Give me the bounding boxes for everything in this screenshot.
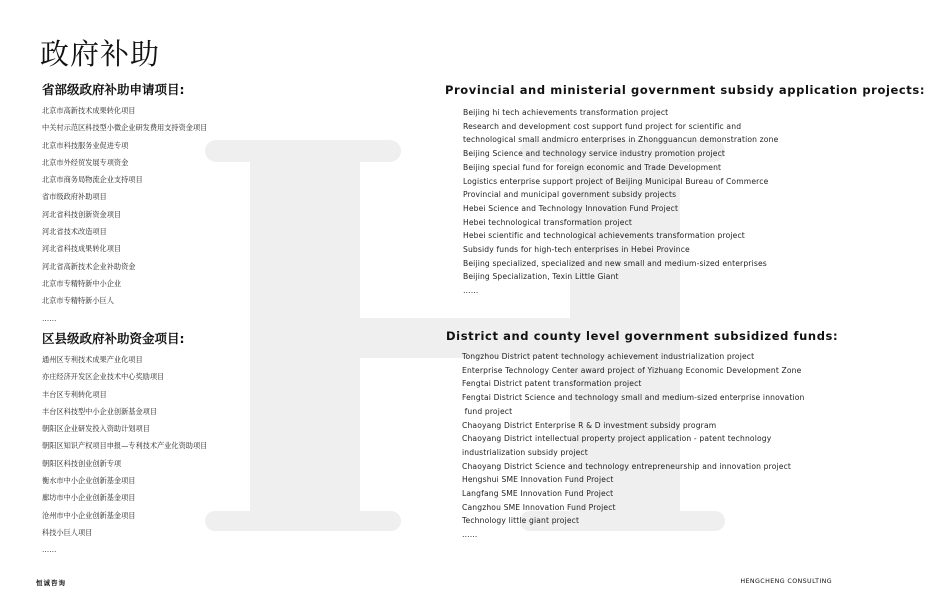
list-item: Chaoyang District intellectual property project application - patent technology [462,434,772,444]
list-item: Hebei scientific and technological achievements transformation project [463,231,745,241]
list-item: Research and development cost support fund project for scientific and [463,121,742,131]
list-item: 北京市外经贸发展专项资金 [42,157,129,167]
list-item: Enterprise Technology Center award project of Yizhuang Economic Development Zone [462,365,802,375]
list-item: Hebei Science and Technology Innovation Fund Project [463,203,679,213]
list-item: 朝阳区知识产权项目申报—专利技术产业化资助项目 [42,441,208,451]
list-item: 北京市科技服务业促进专项 [42,140,129,150]
list-item: 亦庄经济开发区企业技术中心奖励项目 [42,372,165,382]
list-item: Beijing special fund for foreign economic and Trade Development [463,162,722,172]
list-item: Fengtai District Science and technology small and medium-sized enterprise innovation [462,393,805,403]
list-item: 北京市商务局物流企业支持项目 [42,175,143,185]
list-item: Langfang SME Innovation Fund Project [462,489,614,499]
list-item: fund project [462,406,513,416]
list-item: 北京市专精特新中小企业 [42,278,122,288]
en-provincial-list [445,106,925,298]
footer-brand-cn: 恒诚咨询 [36,579,66,587]
list-item: 丰台区专利转化项目 [42,389,107,399]
list-item: 北京市专精特新小巨人 [42,296,114,306]
en-provincial-section [445,83,925,298]
list-item: Beijing hi tech achievements transformation project [463,108,669,117]
cn-district-list [42,351,207,559]
en-district-section [446,329,838,542]
list-item: 河北省技术改造项目 [42,227,107,237]
list-item: 河北省科技成果转化项目 [42,244,122,254]
cn-provincial-heading: 省部级政府补助申请项目: [42,82,185,97]
list-item: 科技小巨人项目 [42,527,93,537]
cn-district-heading: 区县级政府补助资金项目: [42,331,185,346]
list-item: …… [462,530,478,540]
list-item: Chaoyang District Science and technology entrepreneurship and innovation project [462,461,792,471]
list-item: 丰台区科技型中小企业创新基金项目 [42,406,158,416]
list-item: 朝阳区企业研发投入资助计划项目 [42,424,150,434]
list-item: Chaoyang District Enterprise R & D investment subsidy program [462,420,717,430]
list-item: Logistics enterprise support project of Beijing Municipal Bureau of Commerce [463,176,769,186]
list-item: Beijing Specialization, Texin Little Giant [463,272,619,282]
cn-district-section [42,329,207,559]
list-item: 通州区专利技术成果产业化项目 [42,355,143,364]
list-item: …… [463,286,479,296]
list-item: Subsidy funds for high-tech enterprises in Hebei Province [463,245,690,255]
en-district-heading: District and county level government subsidized funds: [446,329,839,343]
list-item: Provincial and municipal government subsidy projects [463,190,677,200]
list-item: Tongzhou District patent technology achievement industrialization project [462,352,755,361]
list-item: 省市级政府补助项目 [42,192,107,202]
list-item: industrialization subsidy project [462,447,588,457]
list-item: 中关村示范区科技型小微企业研发费用支持资金项目 [42,123,208,133]
list-item: …… [42,545,57,555]
list-item: 朝阳区科技创业创新专项 [42,458,122,468]
list-item: Beijing specialized, specialized and new small and medium-sized enterprises [463,258,767,268]
list-item: 沧州市中小企业创新基金项目 [42,510,136,520]
list-item: Hebei technological transformation project [463,217,633,227]
list-item: …… [42,313,57,323]
list-item: Hengshui SME Innovation Fund Project [462,475,614,485]
en-provincial-heading: Provincial and ministerial government subsidy application projects: [445,83,925,97]
list-item: Fengtai District patent transformation project [462,379,642,389]
list-item: Beijing Science and technology service industry promotion project [463,149,726,159]
list-item: 衡水市中小企业创新基金项目 [42,476,136,486]
cn-provincial-list [42,102,207,327]
en-district-list [446,350,838,542]
list-item: 北京市高新技术成果转化项目 [42,106,136,115]
page-title: 政府补助 [40,37,161,71]
list-item: Cangzhou SME Innovation Fund Project [462,502,616,512]
cn-provincial-section [42,80,207,327]
list-item: Technology little giant project [462,516,580,526]
list-item: 廊坊市中小企业创新基金项目 [42,493,136,503]
footer-brand-en: HENGCHENG CONSULTING [740,578,832,585]
list-item: 河北省科技创新资金项目 [42,209,122,219]
list-item: 河北省高新技术企业补助资金 [42,261,136,271]
list-item: technological small andmicro enterprises in Zhongguancun demonstration zone [463,135,779,145]
